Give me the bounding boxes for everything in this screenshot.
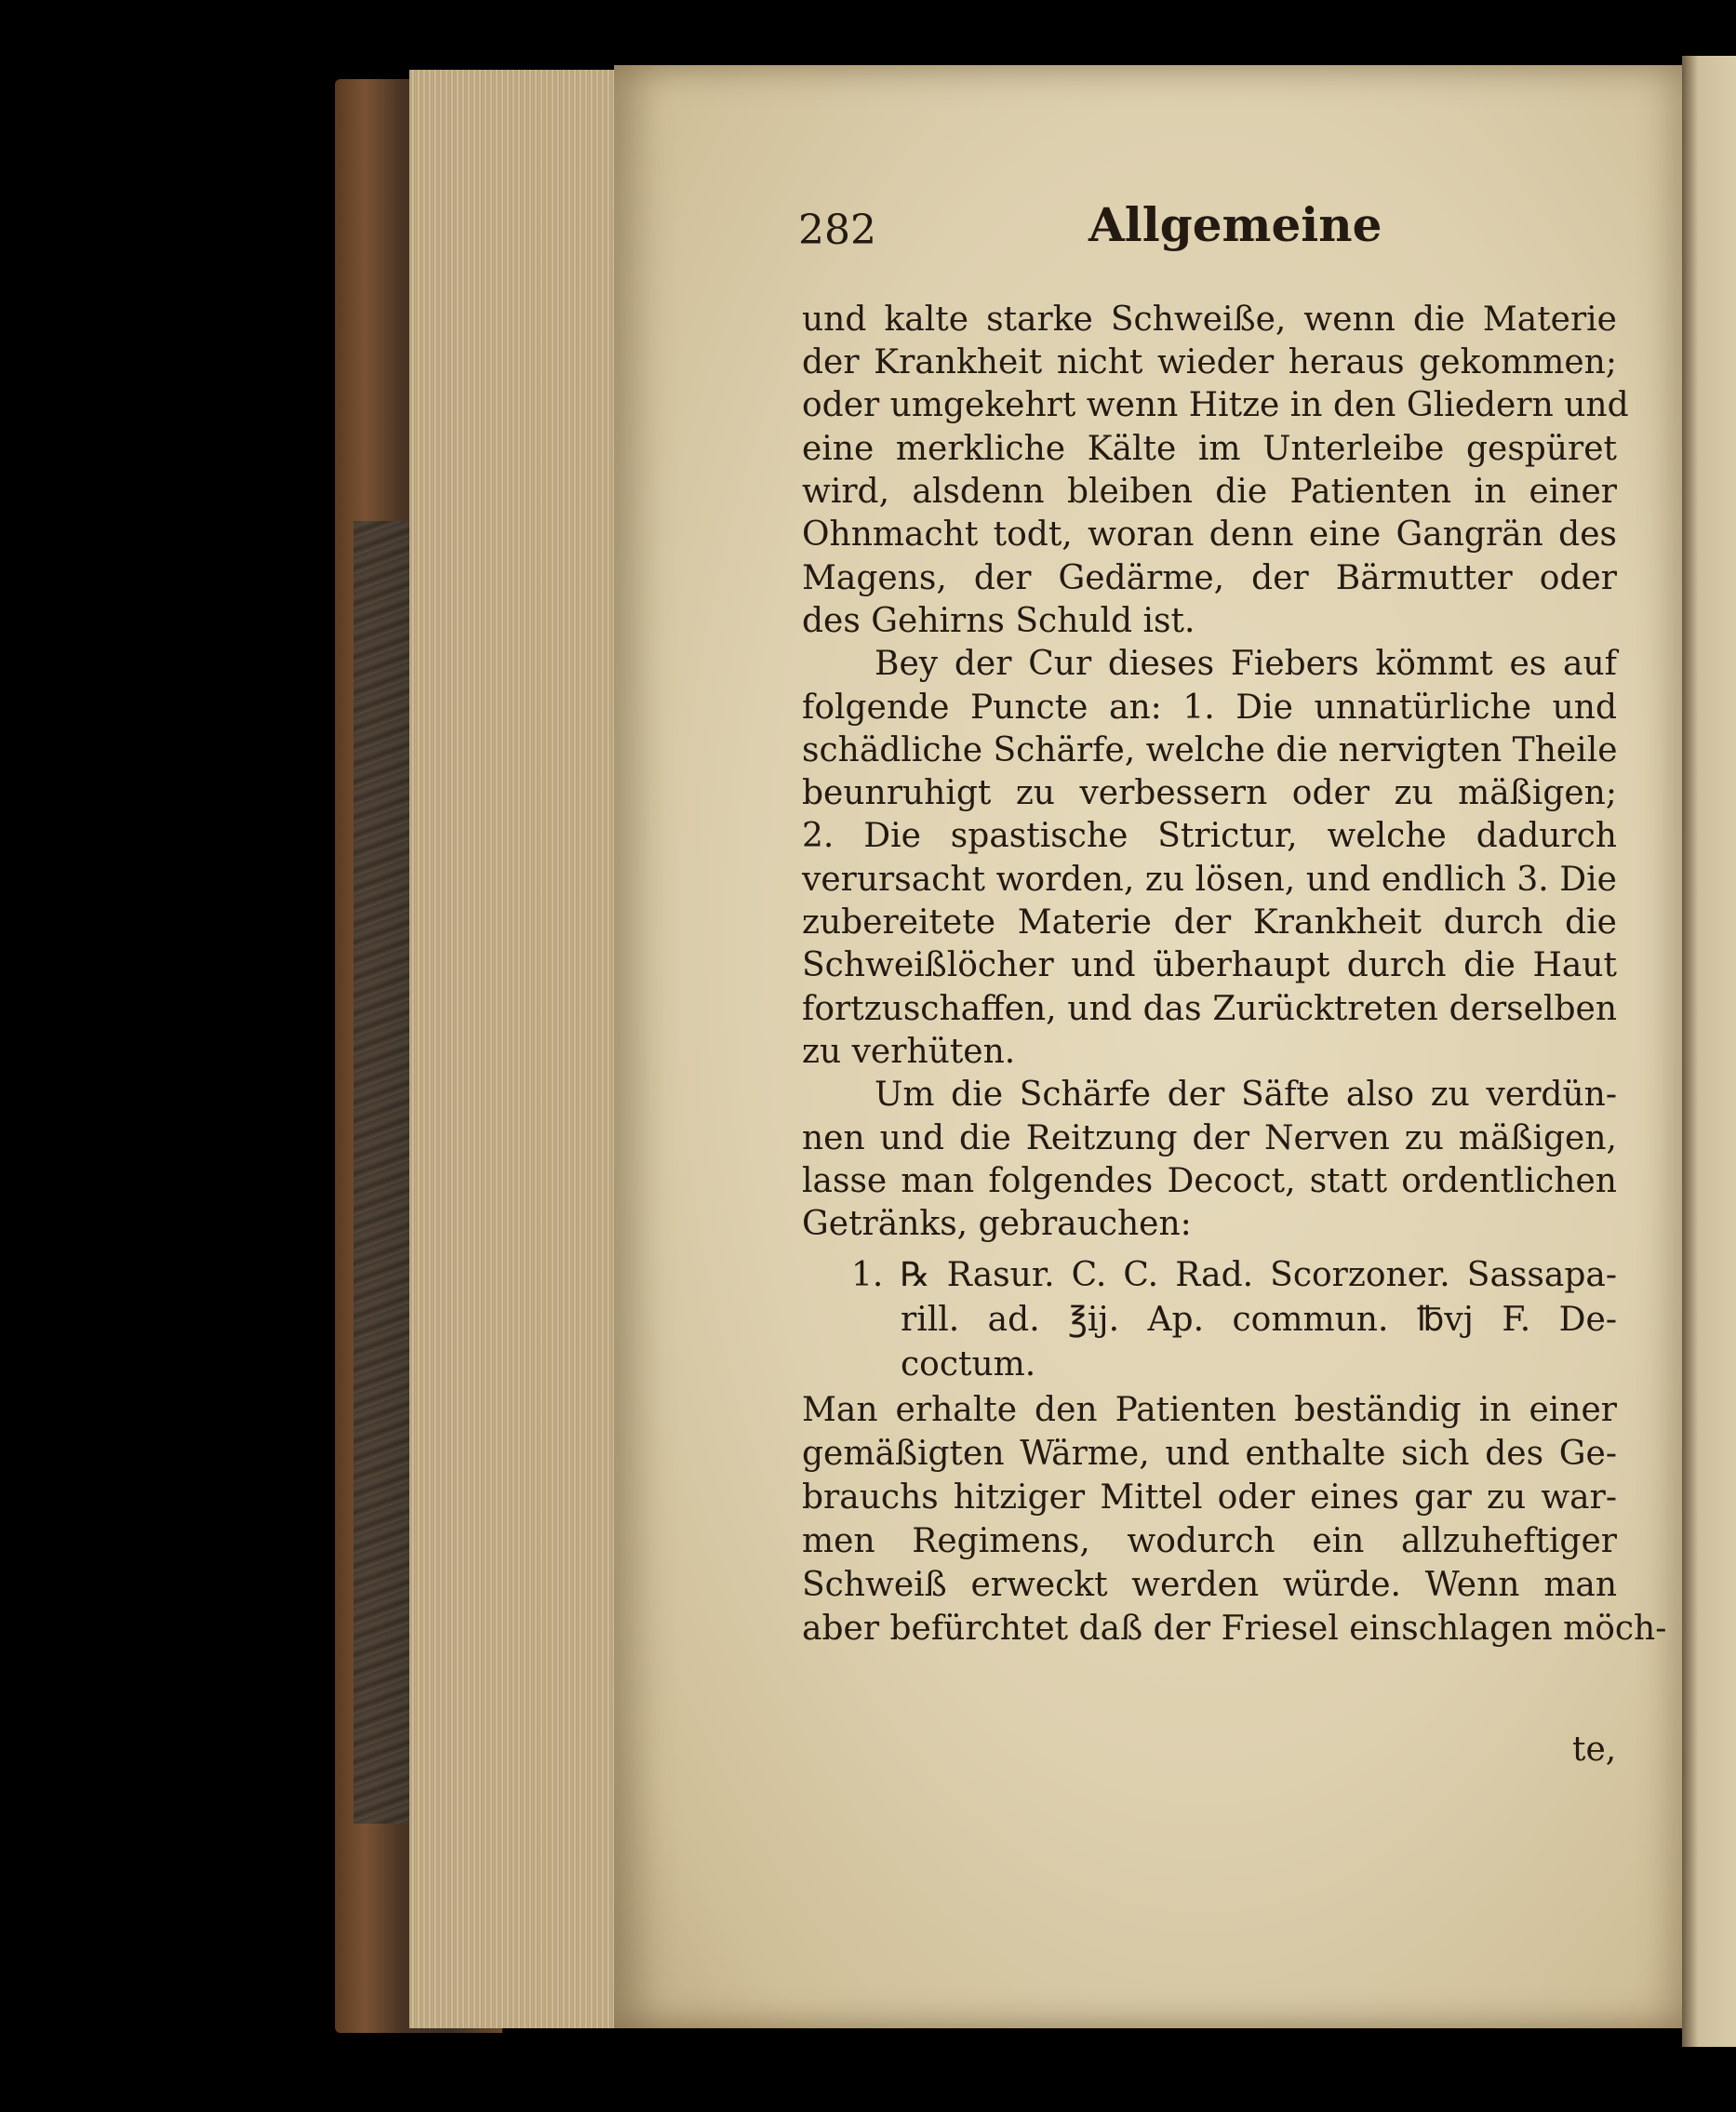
text-line: zu verhüten.	[802, 1033, 1016, 1071]
prescription-line: rill. ad. ℥ij. Ap. commun. ℔vj F. De-	[901, 1301, 1617, 1339]
text-line: wird, alsdenn bleiben die Patienten in einer	[802, 473, 1617, 511]
text-line: Getränks, gebrauchen:	[802, 1205, 1192, 1243]
text-line: Man erhalte den Patienten beständig in einer	[802, 1391, 1617, 1429]
text-line: der Krankheit nicht wieder heraus gekommen;	[802, 343, 1617, 381]
text-line: und kalte starke Schweiße, wenn die Materie	[802, 301, 1617, 339]
text-line: Magens, der Gedärme, der Bärmutter oder	[802, 559, 1617, 597]
page-edges	[409, 70, 623, 2028]
text-line: Bey der Cur dieses Fiebers kömmt es auf	[875, 645, 1617, 683]
prescription-line: 1. ℞ Rasur. C. C. Rad. Scorzoner. Sassapa-	[851, 1256, 1617, 1294]
text-line: beunruhigt zu verbessern oder zu mäßigen;	[802, 774, 1617, 812]
text-line: eine merkliche Kälte im Unterleibe gespüret	[802, 430, 1617, 468]
facing-page-edge	[1682, 56, 1736, 2047]
text-line: Um die Schärfe der Säfte also zu verdün-	[875, 1076, 1617, 1114]
text-line: men Regimens, wodurch ein allzuheftiger	[802, 1522, 1617, 1560]
text-line: Schweiß erweckt werden würde. Wenn man	[802, 1566, 1617, 1604]
text-line: gemäßigten Wärme, und enthalte sich des Ge-	[802, 1435, 1617, 1473]
text-line: schädliche Schärfe, welche die nervigten Theile	[802, 731, 1618, 769]
catchword: te,	[1572, 1731, 1617, 1769]
text-line: brauchs hitziger Mittel oder eines gar zu war-	[802, 1478, 1617, 1517]
text-line: nen und die Reitzung der Nerven zu mäßigen,	[802, 1119, 1617, 1157]
text-line: zubereitete Materie der Krankheit durch die	[802, 903, 1617, 942]
text-line: Ohnmacht todt, woran denn eine Gangrän des	[802, 515, 1617, 554]
text-line: lasse man folgendes Decoct, statt ordentlichen	[802, 1162, 1617, 1200]
text-line: verursacht worden, zu lösen, und endlich 3. Die	[802, 861, 1617, 899]
text-line: fortzuschaffen, und das Zurücktreten derselben	[802, 990, 1617, 1028]
text-line: aber befürchtet daß der Friesel einschlagen möch-	[802, 1610, 1667, 1648]
text-line: des Gehirns Schuld ist.	[802, 602, 1195, 640]
text-line: Schweißlöcher und überhaupt durch die Haut	[802, 946, 1617, 984]
running-head: Allgemeine	[1088, 197, 1382, 252]
page-number: 282	[798, 207, 876, 254]
text-line: 2. Die spastische Strictur, welche dadurch	[802, 817, 1617, 855]
prescription-line: coctum.	[901, 1345, 1036, 1383]
text-line: folgende Puncte an: 1. Die unnatürliche und	[802, 688, 1617, 727]
text-line: oder umgekehrt wenn Hitze in den Gliedern und	[802, 386, 1629, 424]
